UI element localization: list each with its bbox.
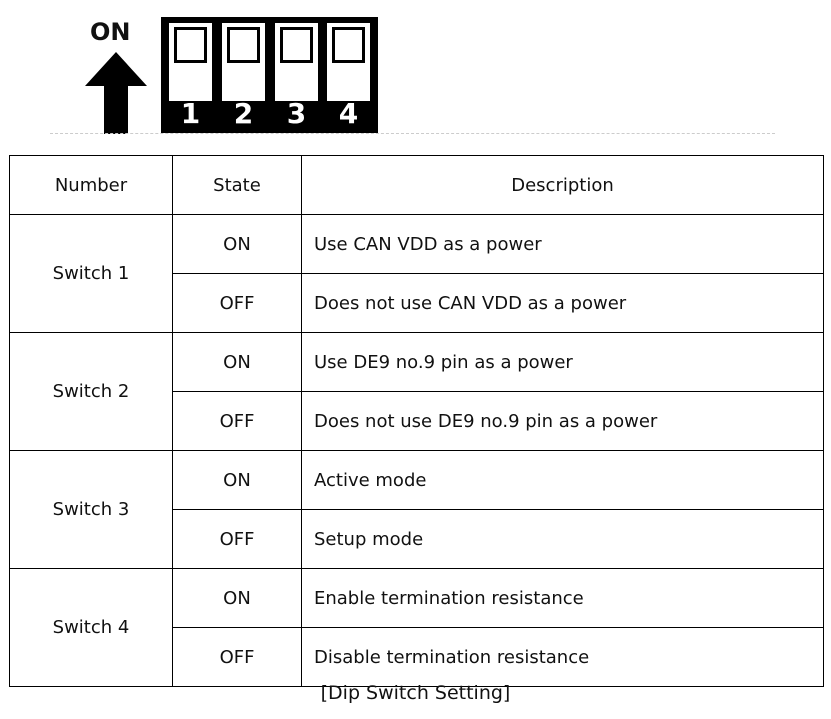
state-cell: ON xyxy=(173,451,302,510)
state-cell: OFF xyxy=(173,392,302,451)
dip-switch-table xyxy=(9,155,824,687)
state-cell: OFF xyxy=(173,510,302,569)
on-label: ON xyxy=(90,18,131,46)
dip-switch-4 xyxy=(327,23,370,101)
dip-switch-1 xyxy=(169,23,212,101)
switch-name: Switch 1 xyxy=(10,215,173,333)
table-row xyxy=(10,215,824,274)
dip-switch-block xyxy=(161,17,378,133)
switch-number-1: 1 xyxy=(180,97,201,130)
header-number: Number xyxy=(10,156,173,215)
switch-name: Switch 2 xyxy=(10,333,173,451)
description-cell: Disable termination resistance xyxy=(302,628,824,687)
state-cell: ON xyxy=(173,215,302,274)
description-cell: Does not use DE9 no.9 pin as a power xyxy=(302,392,824,451)
switch-number-2: 2 xyxy=(233,97,254,130)
description-cell: Enable termination resistance xyxy=(302,569,824,628)
switch-number-4: 4 xyxy=(338,97,359,130)
header-description: Description xyxy=(302,156,824,215)
state-cell: OFF xyxy=(173,274,302,333)
table-header-row xyxy=(10,156,824,215)
divider xyxy=(50,133,775,134)
switch-name: Switch 4 xyxy=(10,569,173,687)
state-cell: ON xyxy=(173,569,302,628)
table-row xyxy=(10,451,824,510)
description-cell: Active mode xyxy=(302,451,824,510)
table-row xyxy=(10,333,824,392)
dip-switch-3 xyxy=(275,23,318,101)
figure-caption: [Dip Switch Setting] xyxy=(320,682,511,704)
description-cell: Setup mode xyxy=(302,510,824,569)
description-cell: Use DE9 no.9 pin as a power xyxy=(302,333,824,392)
up-arrow-icon xyxy=(84,52,148,134)
switch-number-3: 3 xyxy=(286,97,307,130)
table-row xyxy=(10,569,824,628)
switch-name: Switch 3 xyxy=(10,451,173,569)
description-cell: Use CAN VDD as a power xyxy=(302,215,824,274)
state-cell: ON xyxy=(173,333,302,392)
header-state: State xyxy=(173,156,302,215)
state-cell: OFF xyxy=(173,628,302,687)
dip-switch-2 xyxy=(222,23,265,101)
description-cell: Does not use CAN VDD as a power xyxy=(302,274,824,333)
dip-switch-diagram xyxy=(80,14,380,134)
